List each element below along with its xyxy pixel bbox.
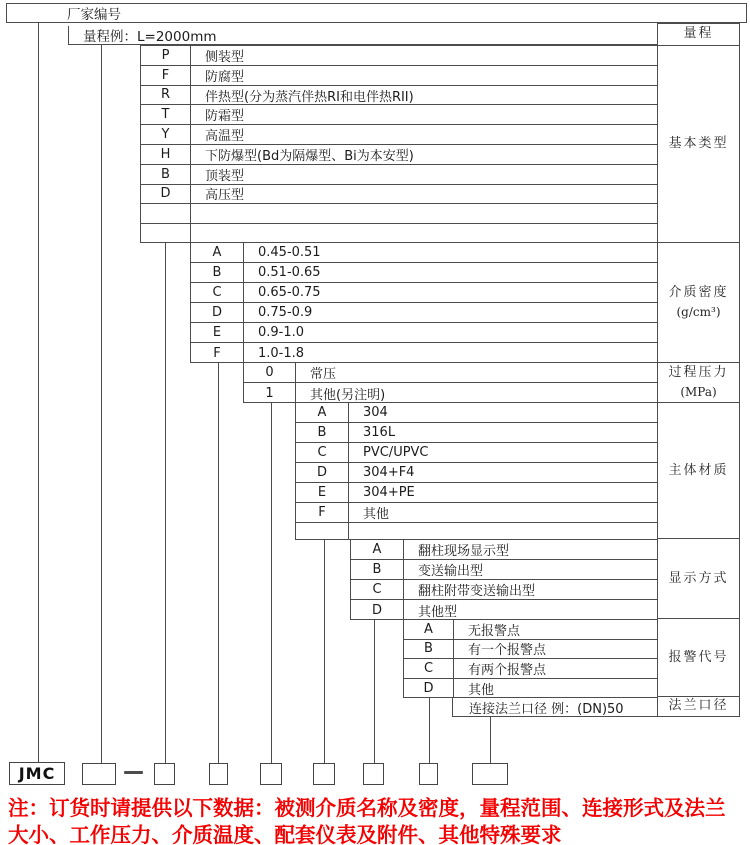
option-desc: 0.75-0.9 — [258, 305, 313, 320]
option-code: A — [351, 540, 404, 559]
table-row — [191, 283, 657, 303]
pressure-unit: (MPa) — [680, 385, 717, 400]
density-table — [190, 243, 658, 363]
option-code: B — [404, 640, 454, 659]
table-row — [351, 540, 657, 560]
table-row — [404, 640, 657, 660]
option-desc: 其他 — [468, 682, 495, 698]
option-desc: 无报警点 — [468, 623, 521, 639]
range-example-label: 量程例：L=2000mm — [83, 29, 217, 45]
option-desc: 0.51-0.65 — [258, 265, 321, 280]
basic-type-table — [140, 45, 658, 243]
option-code — [296, 523, 349, 539]
table-row — [141, 46, 657, 66]
option-desc: 0.9-1.0 — [258, 325, 305, 340]
option-code: F — [191, 343, 244, 363]
option-code: A — [404, 620, 454, 639]
category-label-pressure: 过程压力 (MPa) — [658, 363, 739, 403]
option-desc: PVC/UPVC — [363, 445, 429, 460]
flange-desc: 连接法兰口径 例：(DN)50 — [469, 701, 624, 717]
table-row-empty — [141, 204, 657, 224]
option-code: B — [191, 263, 244, 282]
connector-line-basic-type — [165, 243, 166, 763]
option-desc: 0.45-0.51 — [258, 245, 321, 260]
alarm-code-table — [403, 620, 658, 698]
connector-line-density — [218, 363, 219, 763]
category-label-basic-type: 基本类型 — [658, 46, 739, 243]
table-row — [191, 303, 657, 323]
option-code: E — [191, 323, 244, 342]
option-desc: 316L — [363, 425, 396, 440]
table-row — [296, 463, 657, 483]
table-row — [296, 403, 657, 423]
option-desc: 翻柱附带变送输出型 — [418, 584, 536, 599]
code-box-range — [82, 763, 116, 785]
table-row — [351, 600, 657, 620]
category-label-display: 显示方式 — [658, 539, 739, 619]
table-row — [296, 483, 657, 503]
option-code: D — [296, 463, 349, 482]
table-row — [191, 263, 657, 283]
table-row — [141, 185, 657, 205]
table-row — [296, 443, 657, 463]
option-code: R — [141, 86, 191, 105]
table-row — [141, 86, 657, 106]
model-prefix-box — [9, 762, 65, 785]
category-label-range: 量程 — [658, 24, 739, 46]
option-desc: 其他型 — [418, 604, 458, 620]
code-box-display — [363, 763, 384, 785]
table-row — [244, 383, 657, 403]
table-row — [141, 165, 657, 185]
display-mode-table — [350, 540, 658, 620]
option-code: B — [141, 165, 191, 184]
option-desc: 高压型 — [205, 188, 245, 204]
code-box-material — [313, 763, 335, 785]
option-desc: 防腐型 — [205, 69, 245, 85]
option-desc: 304+PE — [363, 485, 415, 500]
option-desc: 1.0-1.8 — [258, 345, 305, 361]
option-desc: 有两个报警点 — [468, 662, 547, 678]
model-prefix: JMC — [18, 764, 56, 783]
manufacturer-label: 厂家编号 — [67, 7, 121, 23]
flange-row — [452, 698, 658, 717]
option-desc: 伴热型(分为蒸汽伴热RI和电伴热RII) — [205, 89, 414, 105]
option-code: 1 — [244, 383, 296, 403]
table-row — [141, 105, 657, 125]
option-desc: 防霜型 — [205, 109, 245, 125]
table-row-empty — [296, 523, 657, 539]
table-row — [191, 343, 657, 363]
option-code: D — [191, 303, 244, 322]
option-code: A — [191, 243, 244, 262]
connector-line-flange — [490, 717, 491, 763]
category-label-alarm: 报警代号 — [658, 619, 739, 697]
table-row — [141, 145, 657, 165]
category-label-flange: 法兰口径 — [668, 698, 729, 714]
option-desc: 0.65-0.75 — [258, 285, 321, 300]
ordering-note-line2: 大小、工作压力、介质温度、配套仪表及附件、其他特殊要求 — [8, 823, 562, 845]
connector-line-manufacturer — [38, 23, 39, 762]
connector-line-display — [374, 620, 375, 763]
option-desc — [191, 204, 657, 223]
code-box-flange — [472, 763, 508, 785]
option-desc: 304 — [363, 405, 388, 420]
connector-line-pressure — [271, 403, 272, 763]
option-code: A — [296, 403, 349, 422]
connector-line-material — [324, 540, 325, 763]
option-code — [141, 224, 191, 244]
code-box-pressure — [260, 763, 282, 785]
option-desc: 下防爆型(Bd为隔爆型、Bi为本安型) — [205, 148, 414, 164]
material-table — [295, 403, 658, 540]
option-desc: 变送输出型 — [418, 564, 484, 579]
option-desc: 侧装型 — [205, 49, 245, 65]
table-row — [141, 66, 657, 86]
pressure-table — [243, 363, 658, 403]
table-row — [191, 243, 657, 263]
option-desc: 其他(另注明) — [310, 387, 386, 403]
option-desc: 有一个报警点 — [468, 643, 547, 658]
option-desc: 翻柱现场显示型 — [418, 544, 510, 559]
option-code: D — [351, 600, 404, 620]
ordering-note — [8, 795, 748, 845]
option-code: C — [191, 283, 244, 302]
option-code: T — [141, 105, 191, 124]
table-row — [296, 503, 657, 523]
option-code: E — [296, 483, 349, 502]
table-row — [404, 620, 657, 640]
ordering-note-line1: 注：订货时请提供以下数据：被测介质名称及密度，量程范围、连接形式及法兰 — [8, 796, 726, 820]
option-code: C — [296, 443, 349, 462]
table-row-empty — [141, 224, 657, 244]
option-code: B — [351, 560, 404, 579]
category-label-density: 介质密度 (g/cm³) — [658, 243, 739, 363]
density-unit: (g/cm³) — [676, 305, 721, 320]
option-desc — [191, 224, 657, 244]
option-code: D — [141, 185, 191, 204]
code-box-alarm — [419, 763, 438, 785]
option-desc: 304+F4 — [363, 465, 415, 480]
table-row — [351, 580, 657, 600]
option-code: C — [351, 580, 404, 599]
manufacturer-row — [6, 3, 747, 23]
table-row — [404, 679, 657, 699]
option-code: B — [296, 423, 349, 442]
code-separator-dash — [124, 771, 143, 774]
connector-line-alarm — [429, 698, 430, 763]
option-code: H — [141, 145, 191, 164]
table-row — [244, 363, 657, 383]
connector-line-range — [101, 45, 102, 763]
option-desc: 其他 — [363, 507, 390, 522]
code-box-density — [209, 763, 228, 785]
option-code: F — [296, 503, 349, 522]
option-code — [141, 204, 191, 223]
table-row — [351, 560, 657, 580]
code-box-basic-type — [154, 763, 175, 785]
option-code: P — [141, 46, 191, 65]
category-label-material: 主体材质 — [658, 403, 739, 540]
option-code: D — [404, 679, 454, 699]
option-desc: 常压 — [310, 367, 337, 382]
table-row — [404, 659, 657, 679]
option-code: Y — [141, 125, 191, 144]
table-row — [141, 125, 657, 145]
option-code: F — [141, 66, 191, 85]
option-desc — [349, 523, 657, 539]
range-example-row — [68, 26, 658, 45]
table-row — [191, 323, 657, 343]
category-label-column — [657, 23, 740, 717]
table-row — [296, 423, 657, 443]
option-desc: 高温型 — [205, 129, 245, 144]
option-code: C — [404, 659, 454, 678]
option-code: 0 — [244, 363, 296, 382]
option-desc: 顶装型 — [205, 168, 245, 184]
